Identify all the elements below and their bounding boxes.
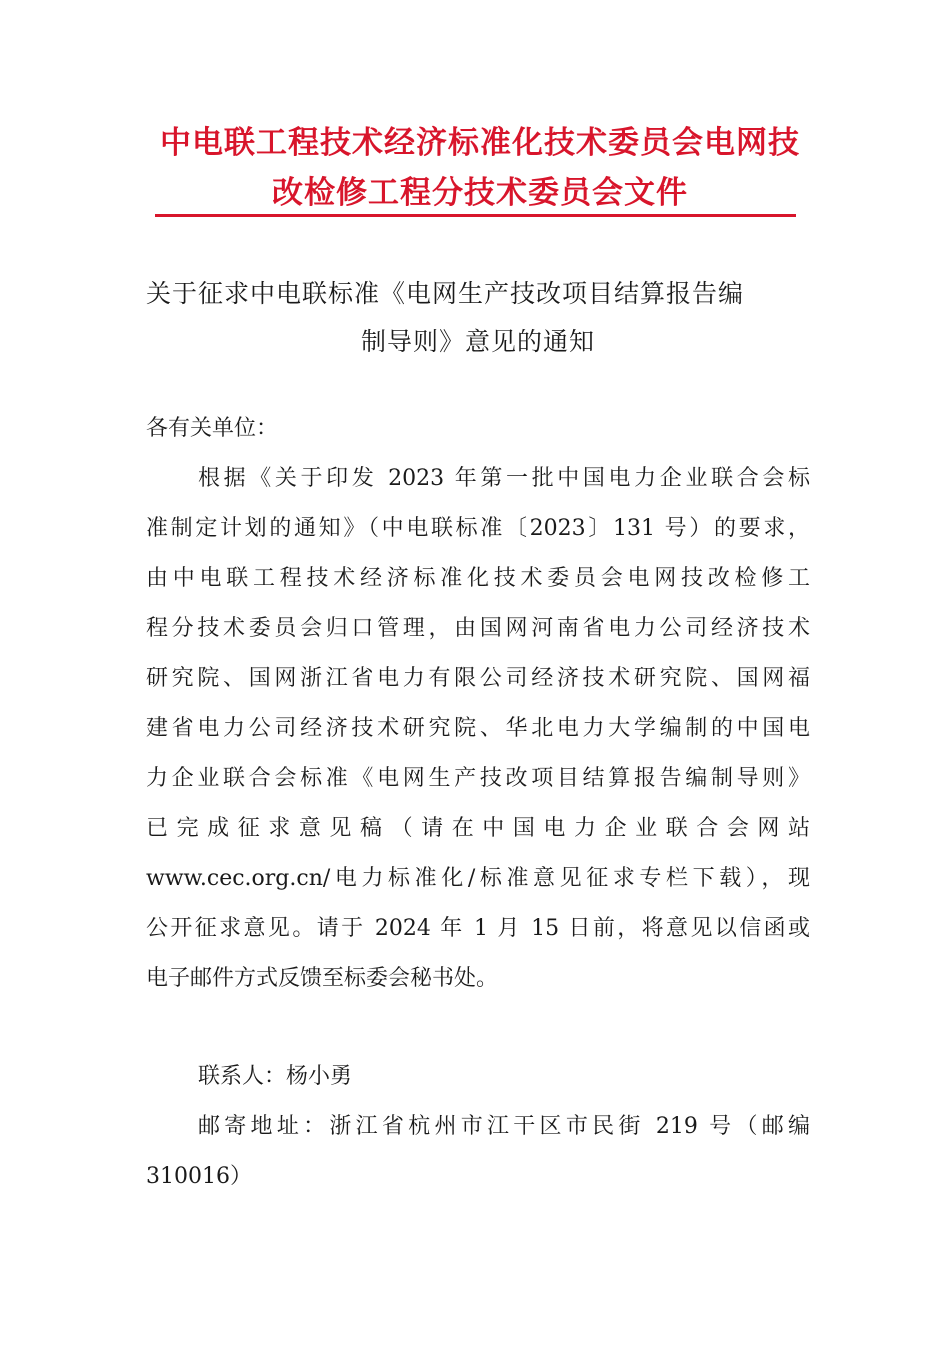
paragraph-line: 电子邮件方式反馈至标委会秘书处。 xyxy=(146,966,499,991)
mailing-address: 邮寄地址：浙江省杭州市江干区市民街 219 号（邮编 xyxy=(198,1114,810,1139)
letterhead-line-1: 中电联工程技术经济标准化技术委员会电网技 xyxy=(160,125,800,161)
paragraph-line: 程分技术委员会归口管理，由国网河南省电力公司经济技术 xyxy=(146,616,810,641)
salutation-text: 各有关单位： xyxy=(146,416,279,441)
paragraph-line: 公开征求意见。请于 2024 年 1 月 15 日前，将意见以信函或 xyxy=(146,916,810,941)
notice-title xyxy=(146,270,810,366)
paragraph-line: 研究院、国网浙江省电力有限公司经济技术研究院、国网福 xyxy=(146,666,810,691)
paragraph-line: 准制定计划的通知》（中电联标准〔2023〕131 号）的要求， xyxy=(146,516,810,541)
notice-title-line-1: 关于征求中电联标准《电网生产技改项目结算报告编 xyxy=(146,279,745,308)
contact-person: 联系人：杨小勇 xyxy=(198,1064,353,1089)
red-separator-line xyxy=(155,214,796,217)
body-paragraph xyxy=(146,454,810,1004)
salutation xyxy=(146,404,810,454)
letterhead-title xyxy=(150,118,810,218)
paragraph-line: 力企业联合会标准《电网生产技改项目结算报告编制导则》 xyxy=(146,766,810,791)
paragraph-line: 建省电力公司经济技术研究院、华北电力大学编制的中国电 xyxy=(146,716,810,741)
paragraph-line: www.cec.org.cn/电力标准化/标准意见征求专栏下载），现 xyxy=(146,866,810,891)
paragraph-line: 由中电联工程技术经济标准化技术委员会电网技改检修工 xyxy=(146,566,810,591)
paragraph-line: 根据《关于印发 2023 年第一批中国电力企业联合会标 xyxy=(198,466,810,491)
notice-title-line-2: 制导则》意见的通知 xyxy=(360,327,595,356)
postal-code: 310016） xyxy=(146,1164,252,1189)
contact-block xyxy=(146,1052,810,1202)
paragraph-line: 已完成征求意见稿（请在中国电力企业联合会网站 xyxy=(146,816,810,841)
letterhead-line-2: 改检修工程分技术委员会文件 xyxy=(272,175,688,211)
